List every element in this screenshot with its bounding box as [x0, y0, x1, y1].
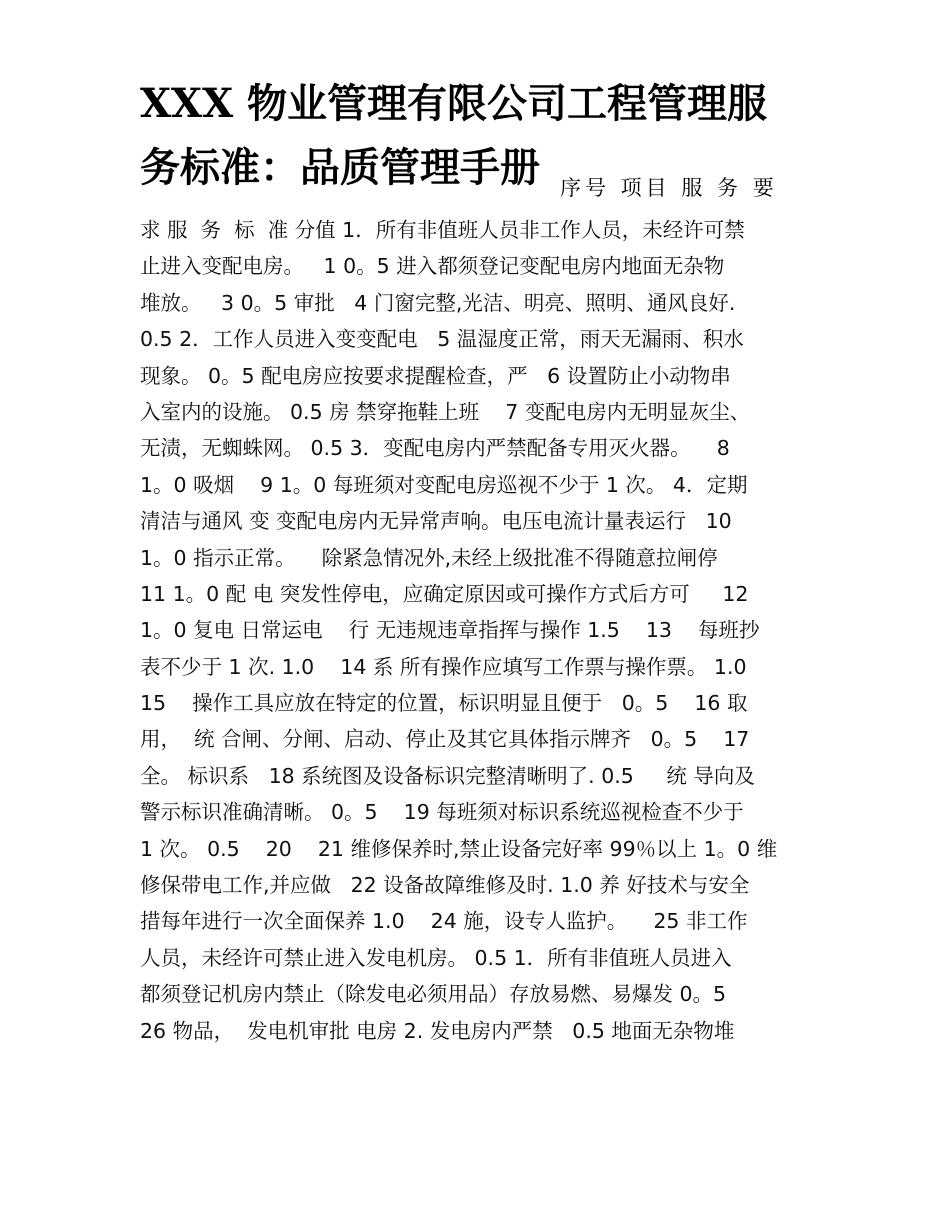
- body-line: 警示标识准确清晰。 0。5 19 每班须对标识系统巡视检查不少于: [140, 800, 744, 825]
- body-line: 止进入变配电房。 1 0。5 进入都须登记变配电房内地面无杂物: [140, 254, 725, 279]
- body-line: 清洁与通风 变 变配电房内无异常声响。电压电流计量表运行 10: [140, 509, 732, 534]
- table-header-start: 序号 项目 服 务 要: [560, 176, 778, 200]
- body-line: 都须登记机房内禁止（除发电必须用品）存放易燃、易爆发 0。5: [140, 982, 727, 1007]
- document-title: [140, 72, 812, 206]
- title-line-2: 务标准：品质管理手册: [140, 144, 540, 191]
- body-line: 全。 标识系 18 系统图及设备标识完整清晰明了. 0.5 统 导向及: [140, 763, 755, 788]
- body-line: 堆放。 3 0。5 审批 4 门窗完整,光洁、明亮、照明、通风良好.: [140, 290, 736, 315]
- body-line: 修保带电工作,并应做 22 设备故障维修及时. 1.0 养 好技术与安全: [140, 873, 750, 898]
- document-page: [140, 72, 812, 1049]
- title-line-1: XXX 物业管理有限公司工程管理服: [140, 80, 768, 127]
- document-body: [140, 212, 812, 1049]
- body-line: 措每年进行一次全面保养 1.0 24 施，设专人监护。 25 非工作: [140, 909, 748, 934]
- body-line: 1。0 吸烟 9 1。0 每班须对变配电房巡视不少于 1 次。 4．定期: [140, 472, 748, 497]
- body-line: 求 服 务 标 准 分值 1．所有非值班人员非工作人员，未经许可禁: [140, 218, 745, 242]
- body-line: 1。0 复电 日常运电 行 无违规违章指挥与操作 1.5 13 每班抄: [140, 618, 760, 643]
- body-line: 11 1。0 配 电 突发性停电，应确定原因或可操作方式后方可 12: [140, 581, 749, 606]
- body-line: 用， 统 合闸、分闸、启动、停止及其它具体指示牌齐 0。5 17: [140, 727, 750, 752]
- body-line: 人员，未经许可禁止进入发电机房。 0.5 1．所有非值班人员进入: [140, 945, 732, 970]
- body-line: 1。0 指示正常。 除紧急情况外,未经上级批准不得随意拉闸停: [140, 545, 718, 570]
- body-line: 15 操作工具应放在特定的位置，标识明显且便于 0。5 16 取: [140, 691, 748, 716]
- body-line: 入室内的设施。 0.5 房 禁穿拖鞋上班 7 变配电房内无明显灰尘、: [140, 399, 751, 424]
- body-line: 现象。 0。5 配电房应按要求提醒检查，严 6 设置防止小动物串: [140, 363, 731, 388]
- body-line: 无渍，无蜘蛛网。 0.5 3．变配电房内严禁配备专用灭火器。 8: [140, 436, 730, 461]
- body-line: 1 次。 0.5 20 21 维修保养时,禁止设备完好率 99％以上 1。0 维: [140, 836, 778, 861]
- body-line: 26 物品， 发电机审批 电房 2. 发电房内严禁 0.5 地面无杂物堆: [140, 1018, 735, 1043]
- body-line: 0.5 2．工作人员进入变变配电 5 温湿度正常，雨天无漏雨、积水: [140, 327, 744, 352]
- body-line: 表不少于 1 次. 1.0 14 系 所有操作应填写工作票与操作票。 1.0: [140, 654, 747, 679]
